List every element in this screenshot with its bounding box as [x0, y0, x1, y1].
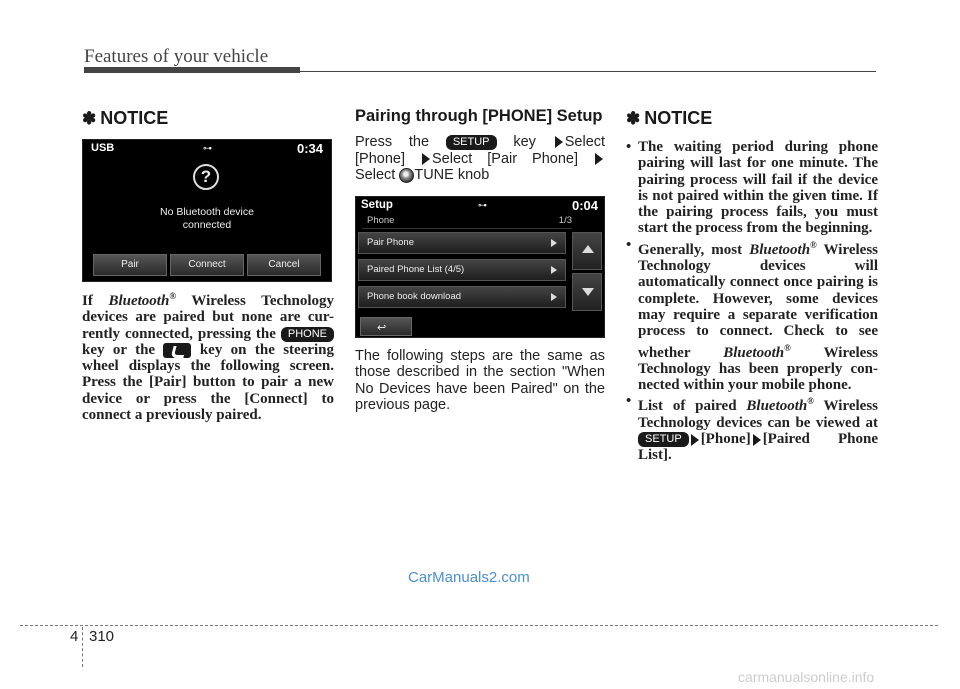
- page-number: 310: [89, 628, 115, 645]
- arrow-right-icon: [555, 136, 563, 148]
- arrow-right-icon: [753, 434, 761, 446]
- registered-mark: ®: [784, 342, 791, 353]
- registered-mark: ®: [810, 239, 817, 250]
- item-text: List of paired: [638, 398, 737, 415]
- para-text: If: [82, 293, 93, 309]
- arrow-right-icon: [595, 153, 603, 165]
- tune-knob-icon: [399, 168, 414, 183]
- cancel-button[interactable]: Cancel: [247, 254, 321, 276]
- para-text: key on the steering wheel displays the following screen. Press the [Pair] button to pair a new device or press the [Connect] to connect a previously paired.: [82, 341, 335, 424]
- usb-icon: ⊶: [203, 143, 212, 153]
- chevron-right-icon: [551, 239, 557, 247]
- back-icon: ↩: [377, 321, 387, 334]
- bluetooth-term: Bluetooth: [108, 293, 170, 309]
- menu-item-label: Pair Phone: [367, 236, 415, 248]
- column-middle: [355, 108, 605, 414]
- menu-item-label: Phone book download: [367, 290, 462, 302]
- list-item: [626, 393, 878, 463]
- step-text: Select: [355, 167, 396, 183]
- phone-call-key-icon: [163, 343, 191, 358]
- screen-message: [83, 206, 331, 232]
- step-text: Select [Pair Phone]: [431, 150, 579, 167]
- asterisk-icon: ✽: [82, 108, 97, 128]
- setup-phone-screen: [355, 196, 605, 338]
- para-text: key or the: [82, 341, 156, 358]
- registered-mark: ®: [807, 396, 814, 407]
- scroll-up-button[interactable]: [572, 232, 602, 270]
- pairing-heading: Pairing through [PHONE] Setup: [355, 107, 603, 125]
- pair-button[interactable]: Pair: [93, 254, 167, 276]
- list-item: [626, 237, 878, 394]
- notice-list: [626, 139, 878, 464]
- step-text: Select [Phone]: [355, 134, 606, 167]
- no-device-screen: [82, 139, 332, 282]
- section-title: Features of your vehicle: [84, 46, 269, 67]
- setup-badge: SETUP: [446, 135, 497, 150]
- step-text: Press the: [355, 134, 430, 150]
- notice-title: NOTICE: [100, 108, 169, 128]
- screen-button-row: [93, 254, 321, 276]
- header-rule: [300, 71, 876, 72]
- chapter-number: 4: [70, 628, 79, 645]
- setup-badge: SETUP: [638, 432, 689, 447]
- page-indicator: 1/3: [558, 214, 572, 226]
- sub-title: Phone: [367, 214, 395, 226]
- question-icon: ?: [193, 164, 219, 190]
- menu-item-paired-phone-list[interactable]: [358, 259, 566, 281]
- list-item: • The waiting period during phone pairing will last for one minute. The pairing process will fail if the device is not paired within the given time. If the pairing process fails, you must start the process from the beginning.: [626, 139, 878, 237]
- pairing-note: The following steps are the same as those described in the section "When No Devices have been Paired" on the previous page.: [355, 347, 605, 413]
- item-text: Wireless Technology has been properly con-nected within your mobile phone.: [638, 344, 879, 394]
- bottom-watermark: carmanualsonline.info: [738, 669, 875, 685]
- para-text: Wireless Technology devices are paired but none are cur-rently connected, pressing the: [82, 293, 334, 342]
- screen-subheader: [362, 215, 572, 229]
- screen-clock: 0:34: [296, 140, 323, 156]
- item-text: Generally, most: [638, 241, 743, 258]
- step-text: TUNE knob: [414, 167, 490, 183]
- column-right: [626, 108, 878, 464]
- footer-rule: [20, 625, 938, 626]
- asterisk-icon: ✽: [626, 108, 641, 128]
- item-text: [Phone]: [700, 431, 751, 448]
- chevron-right-icon: [551, 266, 557, 274]
- step-text: key: [513, 134, 536, 150]
- screen-title: Setup: [361, 199, 393, 211]
- header-bar: [84, 67, 300, 73]
- item-text: Wireless Technology devices can be viewed at: [638, 398, 879, 431]
- menu-item-phone-book-download[interactable]: [358, 286, 566, 308]
- chevron-right-icon: [551, 293, 557, 301]
- bluetooth-term: Bluetooth: [746, 398, 808, 415]
- notice-title: NOTICE: [644, 108, 713, 128]
- footer-divider: [82, 627, 83, 667]
- arrow-right-icon: [691, 434, 699, 446]
- menu-item-label: Paired Phone List (4/5): [367, 263, 465, 275]
- arrow-down-icon: [582, 288, 594, 296]
- phone-badge: PHONE: [281, 327, 334, 342]
- message-line-1: No Bluetooth device: [160, 206, 254, 218]
- notice-heading: [626, 108, 878, 129]
- column-left: [82, 108, 334, 423]
- pairing-steps: [355, 134, 605, 184]
- menu-item-pair-phone[interactable]: [358, 232, 566, 254]
- arrow-right-icon: [422, 153, 430, 165]
- usb-icon: ⊶: [478, 199, 487, 210]
- left-paragraph: [82, 288, 334, 423]
- watermark-link[interactable]: CarManuals2.com: [408, 569, 530, 586]
- scroll-down-button[interactable]: [572, 273, 602, 311]
- source-label: USB: [91, 142, 115, 154]
- registered-mark: ®: [169, 291, 177, 301]
- item-text: [Paired Phone List].: [638, 431, 878, 464]
- arrow-up-icon: [582, 245, 594, 253]
- item-text: Wireless Technology devices will automatically connect once pairing is complete. However, some devices may require a separate verification process to connect. Check to see whether: [638, 241, 879, 361]
- message-line-2: connected: [182, 219, 232, 231]
- back-button[interactable]: [360, 317, 412, 336]
- screen-clock: 0:04: [571, 197, 598, 213]
- connect-button[interactable]: Connect: [170, 254, 244, 276]
- bluetooth-term: Bluetooth: [749, 241, 811, 258]
- bluetooth-term: Bluetooth: [723, 344, 785, 361]
- notice-heading: [82, 108, 334, 129]
